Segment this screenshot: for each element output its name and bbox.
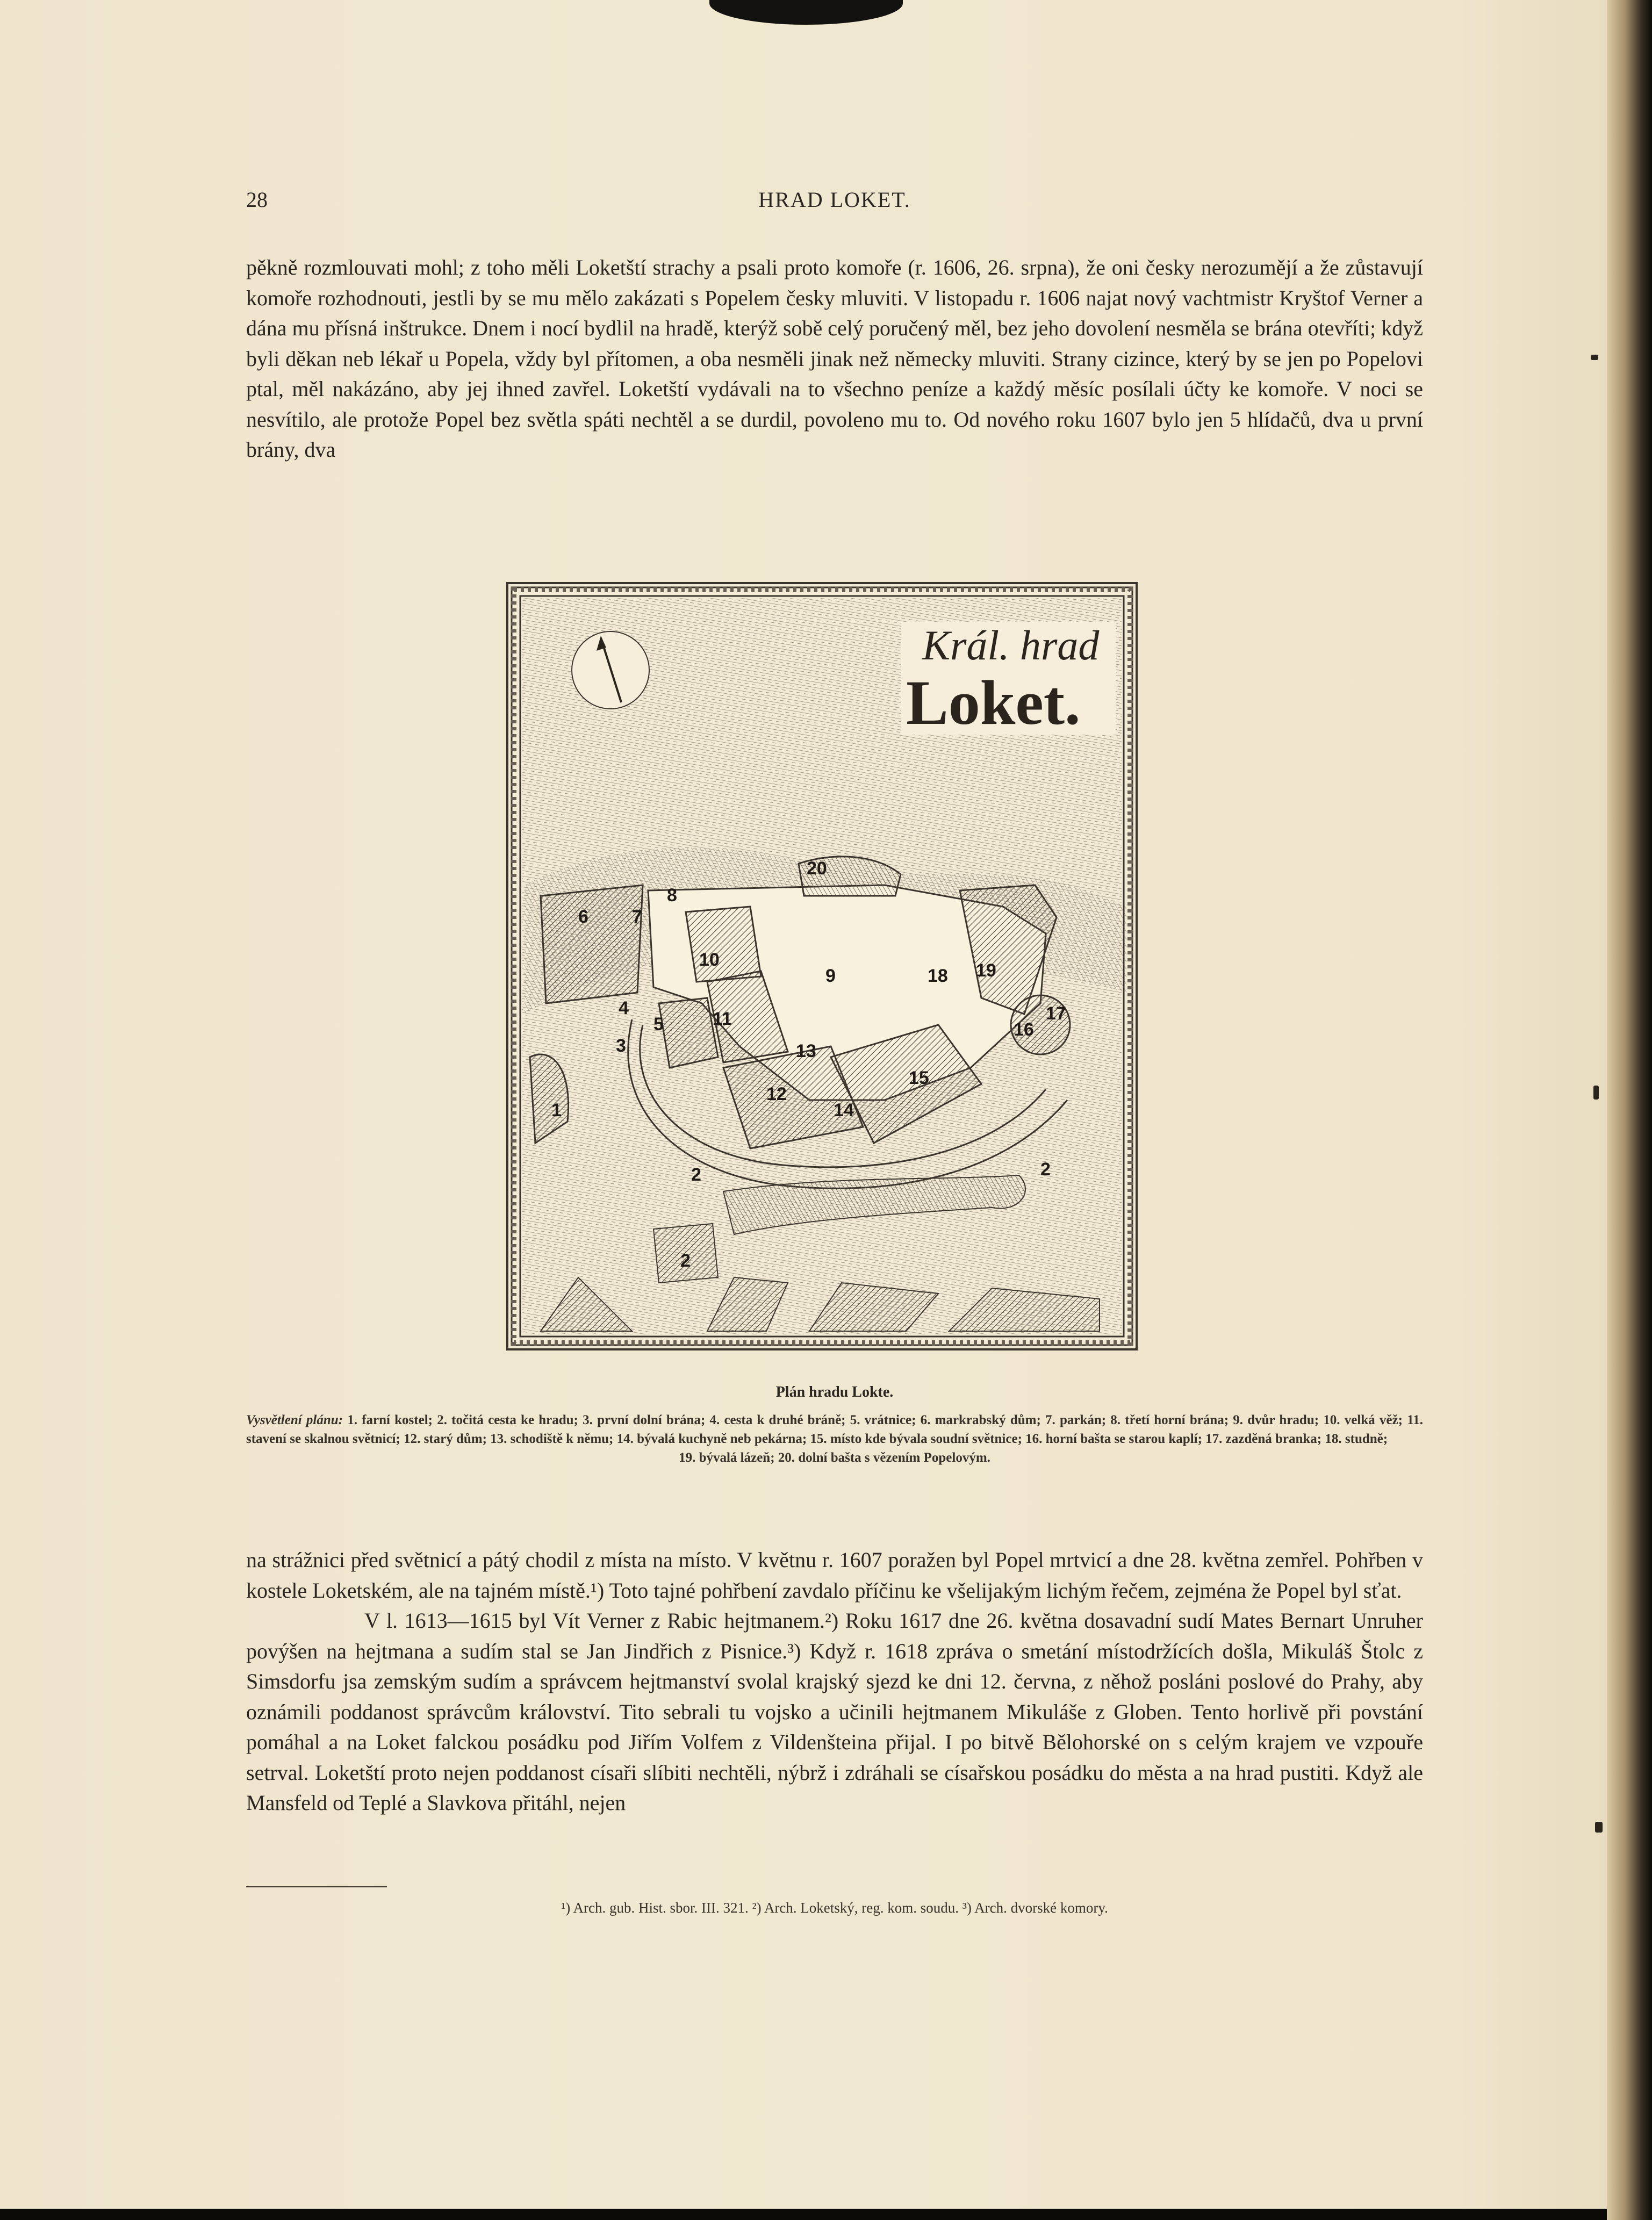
paragraph-2: na strážnici před světnicí a pátý chodil z místa na místo. V květnu r. 1607 poražen byl Popel mrtvicí a dne 28. května zemřel. Pohřben v kostele Loketském, ale na tajném místě.¹) Toto tajné pohřbení zavdalo příčinu ke všelijakým lichým řečem, zejména že Popel byl sťat. (246, 1548, 1423, 1603)
plan-number: 18 (928, 966, 948, 986)
plan-number: 20 (807, 858, 827, 879)
plan-number: 19 (976, 960, 996, 981)
margin-mark (1595, 1822, 1603, 1833)
margin-mark (1593, 1086, 1599, 1100)
castle-plan-figure (506, 582, 1138, 1350)
plan-number: 11 (713, 1009, 732, 1029)
plan-number: 13 (796, 1041, 816, 1061)
plan-number: 16 (1014, 1019, 1034, 1040)
building-6 (541, 885, 643, 1003)
legend-last-line: 19. bývalá lázeň; 20. dolní bašta s vězením Popelovým. (679, 1450, 990, 1465)
legend-text: 1. farní kostel; 2. točitá cesta ke hradu; 3. první dolní brána; 4. cesta k druhé bráně; 5. vrátnice; 6. markrabský dům; 7. parkán; 8. třetí horní brána; 9. dvůr hradu; 10. velká věž; 11. stavení se skalnou světnicí; 12. starý dům; 13. schodiště k němu; 14. bývalá kuchyně neb pekárna; 15. místo kde bývala soudní světnice; 16. horní bašta se starou kaplí; 17. zazděná branka; 18. studně; (246, 1413, 1424, 1446)
plan-title-line1: Král. hrad (922, 622, 1100, 669)
paragraph-1: pěkně rozmlouvati mohl; z toho měli Loketští strachy a psali proto komoře (r. 1606, 26. srpna), že oni česky nerozumějí a že zůstavují komoře rozhodnouti, jestli by se mu mělo zakázati s Popelem česky mluviti. V listopadu r. 1606 najat nový vachtmistr Kryštof Verner a dána mu přísná inštrukce. Dnem i nocí bydlil na hradě, kterýž sobě celý poručený měl, bez jeho dovolení nesměla se brána otevříti; když byli děkan neb lékař u Popela, vždy byl přítomen, a oba nesměli jinak než německy mluviti. Strany cizince, který by se jen po Popelovi ptal, měl nakázáno, aby jej ihned zavřel. Loketští vydávali na to všechno peníze a každý měsíc posílali účty ke komoře. V noci se nesvítilo, ale protože Popel bez světla spáti nechtěl a se durdil, povoleno mu to. Od nového roku 1607 bylo jen 5 hlídačů, dva u první brány, dva (246, 255, 1423, 462)
figure-legend (246, 1411, 1423, 1467)
plan-number: 15 (909, 1068, 929, 1088)
plan-number: 7 (632, 907, 642, 927)
plan-number: 4 (619, 998, 629, 1018)
plan-number: 14 (834, 1100, 854, 1120)
plan-number: 2 (680, 1251, 691, 1271)
body-text-bottom (246, 1545, 1423, 1819)
paragraph-3: V l. 1613—1615 byl Vít Verner z Rabic hejtmanem.²) Roku 1617 dne 26. května dosavadní sudí Mates Bernart Unruher povýšen na hejtmana a sudím stal se Jan Jindřich z Pisnice.³) Když r. 1618 zpráva o smetání místodržících došla, Mikuláš Štolc z Simsdorfu jsa zemským sudím a správcem hejtmanství svolal krajský sjezd ke dni 12. června, z něhož posláni poslové do Prahy, aby oznámili poddanost správcům království. Tito sebrali tu vojsko a učinili hejtmanem Mikuláše z Globen. Tento horlivě při povstání pomáhal a na Loket falckou posádku pod Jiřím Volfem z Vildenšteina přijal. I po bitvě Bělohorské on s celým krajem ve vzpouře setrval. Loketští proto nejen poddanost císaři slíbiti nechtěli, nýbrž i zdráhali se císařskou posádku do města a na hrad pustiti. Když ale Mansfeld od Teplé a Slavkova přitáhl, nejen (246, 1608, 1423, 1815)
castle-plan-drawing (508, 584, 1136, 1348)
page-edge-shadow (1607, 0, 1652, 2220)
footnote-rule (246, 1886, 387, 1887)
plan-number: 2 (1040, 1159, 1051, 1180)
margin-mark (1591, 355, 1598, 360)
plan-number: 9 (825, 966, 836, 986)
body-text-top (246, 253, 1423, 465)
page-number: 28 (246, 188, 268, 212)
building-10 (686, 907, 761, 982)
plan-number: 17 (1046, 1003, 1066, 1024)
building-5 (659, 998, 718, 1068)
footnotes: ¹) Arch. gub. Hist. sbor. III. 321. ²) Arch. Loketský, reg. kom. soudu. ³) Arch. dvorské komory. (561, 1900, 1108, 1916)
plan-number: 2 (691, 1165, 701, 1185)
plan-number: 6 (578, 907, 588, 927)
plan-number: 12 (766, 1084, 787, 1104)
running-title: HRAD LOKET. (758, 188, 911, 212)
plan-number: 5 (653, 1014, 664, 1034)
binding-shadow (709, 0, 903, 25)
page-header (246, 187, 1423, 219)
plan-number: 3 (616, 1036, 626, 1056)
plan-title-line2: Loket. (906, 667, 1081, 738)
plan-number: 1 (551, 1100, 562, 1120)
plan-number: 10 (699, 950, 720, 970)
legend-label: Vysvětlení plánu: (246, 1413, 343, 1427)
figure-caption: Plán hradu Lokte. (775, 1384, 894, 1400)
plan-number: 8 (667, 885, 677, 906)
